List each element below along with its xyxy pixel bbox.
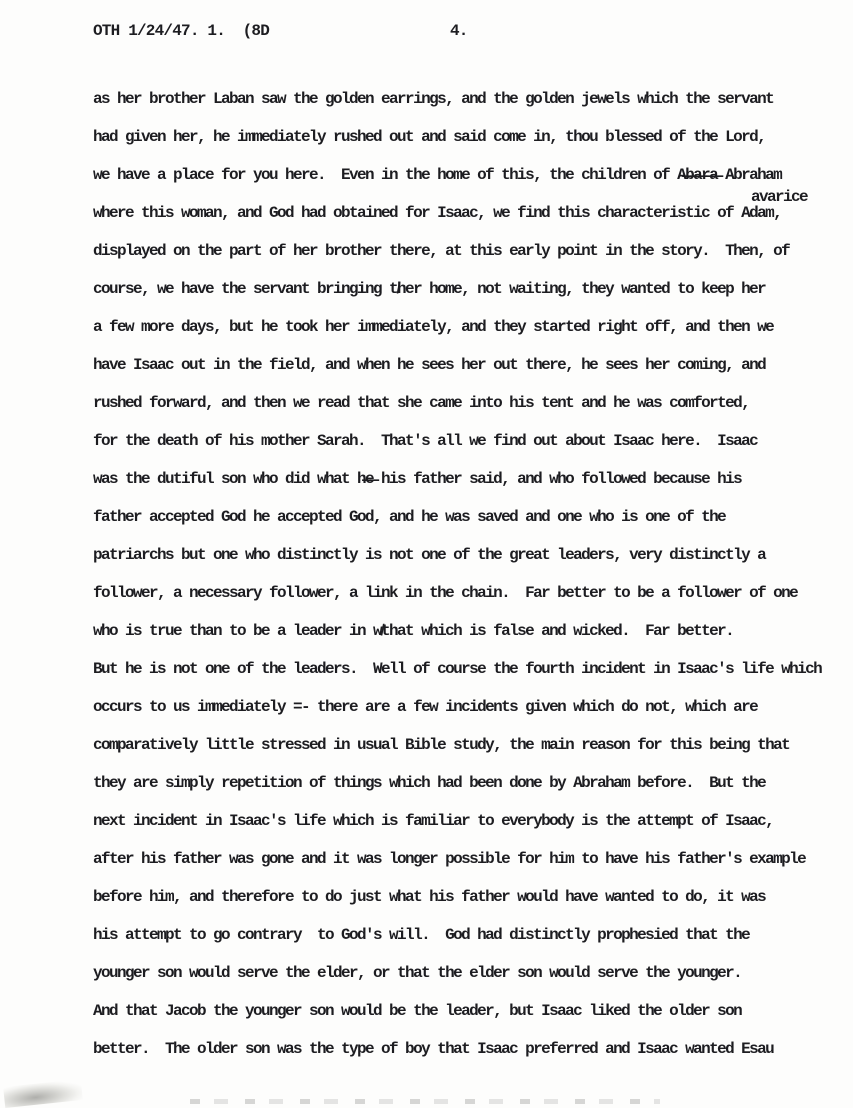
typescript-line: follower, a necessary follower, a link in the chain. Far better to be a follower of one [93,584,798,602]
typescript-line: comparatively little stressed in usual Bible study, the main reason for this being that [93,736,790,754]
typescript-line: had given her, he immediately rushed out and said come in, thou blessed of the Lord, [93,128,766,146]
typescript-line: displayed on the part of her brother there, at this early point in the story. Then, of [93,242,790,260]
typescript-line: for the death of his mother Sarah. That's all we find out about Isaac here. Isaac [93,432,758,450]
typescript-line: a few more days, but he took her immediately, and they started right off, and then we [93,318,774,336]
page-number: 4. [450,22,468,40]
typescript-line: rushed forward, and then we read that she came into his tent and he was comforted, [93,394,750,412]
interlinear-insertion: avarice [751,188,808,206]
typescript-line: after his father was gone and it was longer possible for him to have his father's example [93,850,806,868]
document-reference: OTH 1/24/47. 1. (8D [93,22,270,40]
typescript-line: where this woman, and God had obtained for Isaac, we find this characteristic of Adam, [93,204,782,222]
typescript-line: next incident in Isaac's life which is familiar to everybody is the attempt of Isaac, [93,812,774,830]
typescript-line: his attempt to go contrary to God's will. God had distinctly prophesied that the [93,926,750,944]
page-header [0,22,853,46]
typescript-line: have Isaac out in the field, and when he sees her out there, he sees her coming, and [93,356,766,374]
typescript-line: was the dutiful son who did what h̶e̶ his father said, and who followed because his [93,470,742,488]
typescript-line: patriarchs but one who distinctly is not one of the great leaders, very distinctly a [93,546,766,564]
typescript-line: But he is not one of the leaders. Well of course the fourth incident in Isaac's life which [93,660,822,678]
cutoff-text-artifact [190,1099,660,1104]
typescript-body [93,80,838,1068]
typescript-line: father accepted God he accepted God, and he was saved and one who is one of the [93,508,726,526]
typescript-line: as her brother Laban saw the golden earrings, and the golden jewels which the servant [93,90,774,108]
typescript-line: who is true than to be a leader in w̸that which is false and wicked. Far better. [93,622,734,640]
typescript-line: they are simply repetition of things which had been done by Abraham before. But the [93,774,766,792]
typescript-line: we have a place for you here. Even in the home of this, the children of A̶b̶a̶r̶a̶ Abraham [93,166,782,184]
typescript-line: And that Jacob the younger son would be the leader, but Isaac liked the older son [93,1002,742,1020]
typescript-line: better. The older son was the type of boy that Isaac preferred and Isaac wanted Esau [93,1040,774,1058]
typescript-line: before him, and therefore to do just what his father would have wanted to do, it was [93,888,766,906]
typescript-line: occurs to us immediately =- there are a few incidents given which do not, which are [93,698,758,716]
typescript-line: course, we have the servant bringing t̸her home, not waiting, they wanted to keep her [93,280,766,298]
typescript-line: younger son would serve the elder, or that the elder son would serve the younger. [93,964,742,982]
